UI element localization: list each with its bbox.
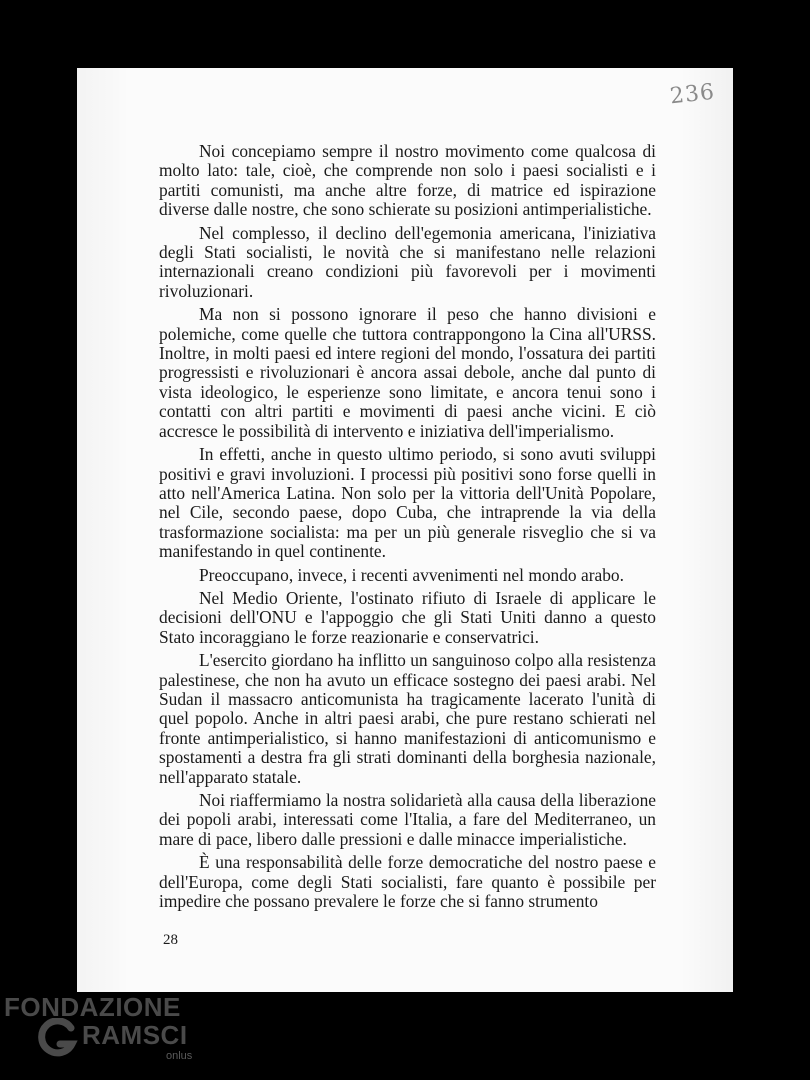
- paragraph: L'esercito giordano ha inflitto un sanguinoso colpo alla resistenza palestinese, che non ha avuto un efficace sostegno dei paesi arabi. Nel Sudan il massacro anticomunista ha tragicamente lacerato l'unità di quel popolo. Anche in altri paesi arabi, che pure restano schierati nel fronte antimperialistico, si hanno manifestazioni di anticomunismo e spostamenti a destra fra gli strati dominanti della borghesia nazionale, nell'apparato statale.: [159, 650, 656, 787]
- logo-subtitle: onlus: [166, 1050, 193, 1062]
- paragraph: È una responsabilità delle forze democratiche del nostro paese e dell'Europa, come degli Stati socialisti, fare quanto è possibile per impedire che possano prevalere le forze che si fanno strumento: [159, 852, 656, 912]
- body-text: [159, 142, 656, 915]
- paragraph: Nel Medio Oriente, l'ostinato rifiuto di Israele di applicare le decisioni dell'ONU e l'appoggio che gli Stati Uniti danno a questo Stato incoraggiano le forze reazionarie e conservatrici.: [159, 587, 656, 647]
- paragraph: Nel complesso, il declino dell'egemonia americana, l'iniziativa degli Stati socialisti, le novità che si manifestano nelle relazioni internazionali creano condizioni più favorevoli per i movimenti rivoluzionari.: [159, 222, 656, 301]
- archive-number: 236: [668, 79, 717, 110]
- fondazione-gramsci-logo: [4, 992, 204, 1076]
- document-page: [77, 68, 733, 992]
- paragraph: Noi riaffermiamo la nostra solidarietà alla causa della liberazione dei popoli arabi, interessati come l'Italia, a fare del Mediterraneo, un mare di pace, libero dalle pressioni e dalle minacce imperialistiche.: [159, 790, 656, 849]
- logo-line-1: FONDAZIONE: [4, 992, 181, 1022]
- logo-g-icon: [38, 1018, 78, 1058]
- paragraph: In effetti, anche in questo ultimo periodo, si sono avuti sviluppi positivi e gravi involuzioni. I processi più positivi sono forse quelli in atto nell'America Latina. Non solo per la vittoria dell'Unità Popolare, nel Cile, secondo paese, dopo Cuba, che intraprende la via della trasformazione socialista: ma per un più generale risveglio che si va manifestando in quel continente.: [159, 444, 656, 562]
- paragraph: Preoccupano, invece, i recenti avvenimenti nel mondo arabo.: [199, 564, 624, 585]
- page-number: 28: [163, 932, 178, 948]
- paragraph: Ma non si possono ignorare il peso che hanno divisioni e polemiche, come quelle che tuttora contrappongono la Cina all'URSS. Inoltre, in molti paesi ed intere regioni del mondo, l'ossatura dei partiti progressisti e rivoluzionari è ancora assai debole, anche dal punto di vista ideologico, le esperienze sono limitate, e ancora tenui sono i contatti con altri partiti e movimenti di paesi anche vicini. E ciò accresce le possibilità di intervento e iniziativa dell'imperialismo.: [159, 304, 656, 441]
- paragraph: Noi concepiamo sempre il nostro movimento come qualcosa di molto lato: tale, cioè, che comprende non solo i paesi socialisti e i partiti comunisti, ma anche altre forze, di matrice ed ispirazione diverse dalle nostre, che sono schierate su posizioni antimperialistiche.: [159, 141, 656, 220]
- logo-line-2: RAMSCI: [82, 1020, 188, 1050]
